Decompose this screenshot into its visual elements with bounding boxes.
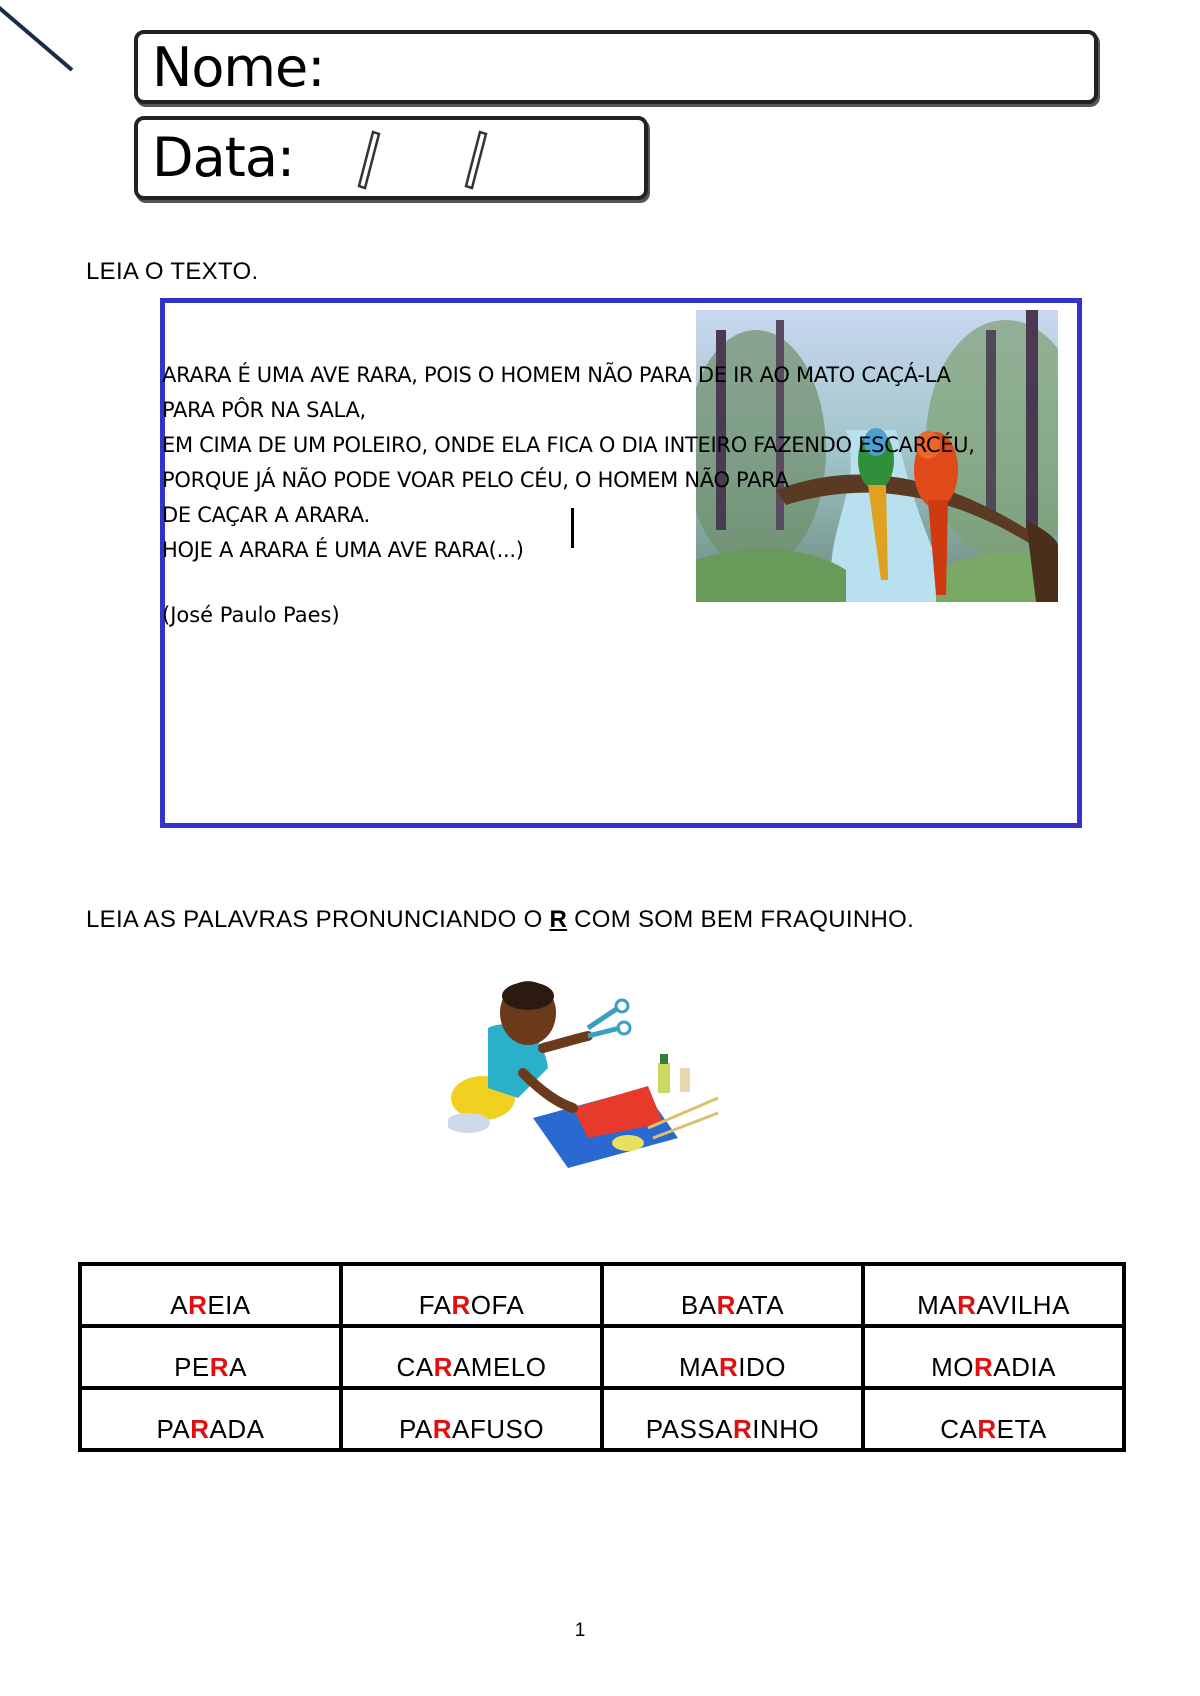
highlight-letter-r: R: [190, 1413, 210, 1444]
word-cell: [863, 1326, 1124, 1388]
word-text: [917, 1290, 1070, 1320]
word-part: PASSA: [645, 1413, 733, 1444]
poem-line: DE CAÇAR A ARARA.: [162, 503, 370, 527]
word-part: IDO: [738, 1351, 786, 1382]
date-label: Data:: [152, 126, 295, 189]
word-cell: [863, 1388, 1124, 1450]
word-part: ADIA: [993, 1351, 1056, 1382]
date-slash-icon: [450, 130, 510, 190]
word-cell: [341, 1264, 602, 1326]
poem-line: PARA PÔR NA SALA,: [162, 398, 366, 422]
highlight-letter-r: R: [433, 1351, 453, 1382]
highlight-letter-r: R: [973, 1351, 994, 1382]
word-part: BA: [680, 1289, 717, 1320]
word-text: [419, 1290, 525, 1320]
table-row: [80, 1326, 1124, 1388]
word-part: MO: [931, 1351, 974, 1382]
word-text: [156, 1414, 264, 1444]
words-heading-text: LEIA AS PALAVRAS PRONUNCIANDO O: [86, 906, 550, 933]
word-text: [940, 1414, 1047, 1444]
word-cell: [863, 1264, 1124, 1326]
word-cell: [80, 1388, 341, 1450]
word-part: FA: [418, 1289, 452, 1320]
highlight-letter-r: R: [716, 1289, 736, 1320]
word-text: [399, 1414, 544, 1444]
word-part: AMELO: [452, 1351, 547, 1382]
word-text: [681, 1290, 784, 1320]
word-cell: [341, 1326, 602, 1388]
table-row: [80, 1264, 1124, 1326]
highlight-letter-r: R: [957, 1289, 977, 1320]
word-cell: [80, 1264, 341, 1326]
highlight-letter-r: R: [432, 1413, 452, 1444]
text-cursor: [571, 508, 574, 548]
words-heading-letter: R: [549, 906, 568, 933]
word-text: [174, 1352, 247, 1382]
word-part: AFUSO: [451, 1413, 545, 1444]
word-part: CA: [940, 1413, 978, 1444]
word-text: [679, 1352, 786, 1382]
word-cell: [602, 1326, 863, 1388]
page-number: 1: [574, 1620, 586, 1641]
word-part: PA: [156, 1413, 191, 1444]
read-text-heading: LEIA O TEXTO.: [86, 258, 259, 285]
word-part: ATA: [735, 1289, 785, 1320]
word-part: CA: [396, 1351, 434, 1382]
word-part: PA: [398, 1413, 433, 1444]
word-part: ADA: [209, 1413, 265, 1444]
words-table: [78, 1262, 1126, 1452]
word-cell: [80, 1326, 341, 1388]
poem-author: (José Paulo Paes): [162, 603, 340, 627]
poem-line: ARARA É UMA AVE RARA, POIS O HOMEM NÃO PARA DE IR AO MATO CAÇÁ-LA: [162, 363, 951, 387]
date-field[interactable]: [134, 116, 648, 200]
word-cell: [341, 1388, 602, 1450]
word-cell: [602, 1264, 863, 1326]
highlight-letter-r: R: [451, 1289, 471, 1320]
word-text: [397, 1352, 547, 1382]
word-part: EIA: [207, 1289, 251, 1320]
poem-line: PORQUE JÁ NÃO PODE VOAR PELO CÉU, O HOMEM NÃO PARA: [162, 468, 789, 492]
highlight-letter-r: R: [977, 1413, 997, 1444]
word-part: OFA: [470, 1289, 525, 1320]
word-text: [931, 1352, 1056, 1382]
words-heading-text: COM SOM BEM FRAQUINHO.: [567, 906, 915, 933]
highlight-letter-r: R: [188, 1289, 208, 1320]
word-part: A: [229, 1351, 247, 1382]
word-part: MA: [678, 1351, 719, 1382]
name-label: Nome:: [152, 36, 325, 99]
highlight-letter-r: R: [718, 1351, 739, 1382]
word-text: [646, 1414, 820, 1444]
poem-line: HOJE A ARARA É UMA AVE RARA(...): [162, 538, 524, 562]
poem-text: [162, 358, 1092, 568]
table-row: [80, 1388, 1124, 1450]
corner-line-decoration: [0, 0, 100, 80]
word-part: AVILHA: [976, 1289, 1070, 1320]
words-heading: [86, 906, 914, 934]
word-part: INHO: [752, 1413, 820, 1444]
word-text: [170, 1290, 251, 1320]
name-field[interactable]: [134, 30, 1098, 104]
word-part: A: [170, 1289, 189, 1320]
highlight-letter-r: R: [733, 1413, 753, 1444]
word-part: MA: [917, 1289, 958, 1320]
highlight-letter-r: R: [209, 1351, 230, 1382]
word-part: PE: [174, 1351, 210, 1382]
word-cell: [602, 1388, 863, 1450]
poem-line: EM CIMA DE UM POLEIRO, ONDE ELA FICA O DIA INTEIRO FAZENDO ESCARCÉU,: [162, 433, 975, 457]
boy-cutting-paper-illustration: [448, 968, 728, 1168]
word-part: ETA: [996, 1413, 1047, 1444]
date-slash-icon: [343, 130, 403, 190]
